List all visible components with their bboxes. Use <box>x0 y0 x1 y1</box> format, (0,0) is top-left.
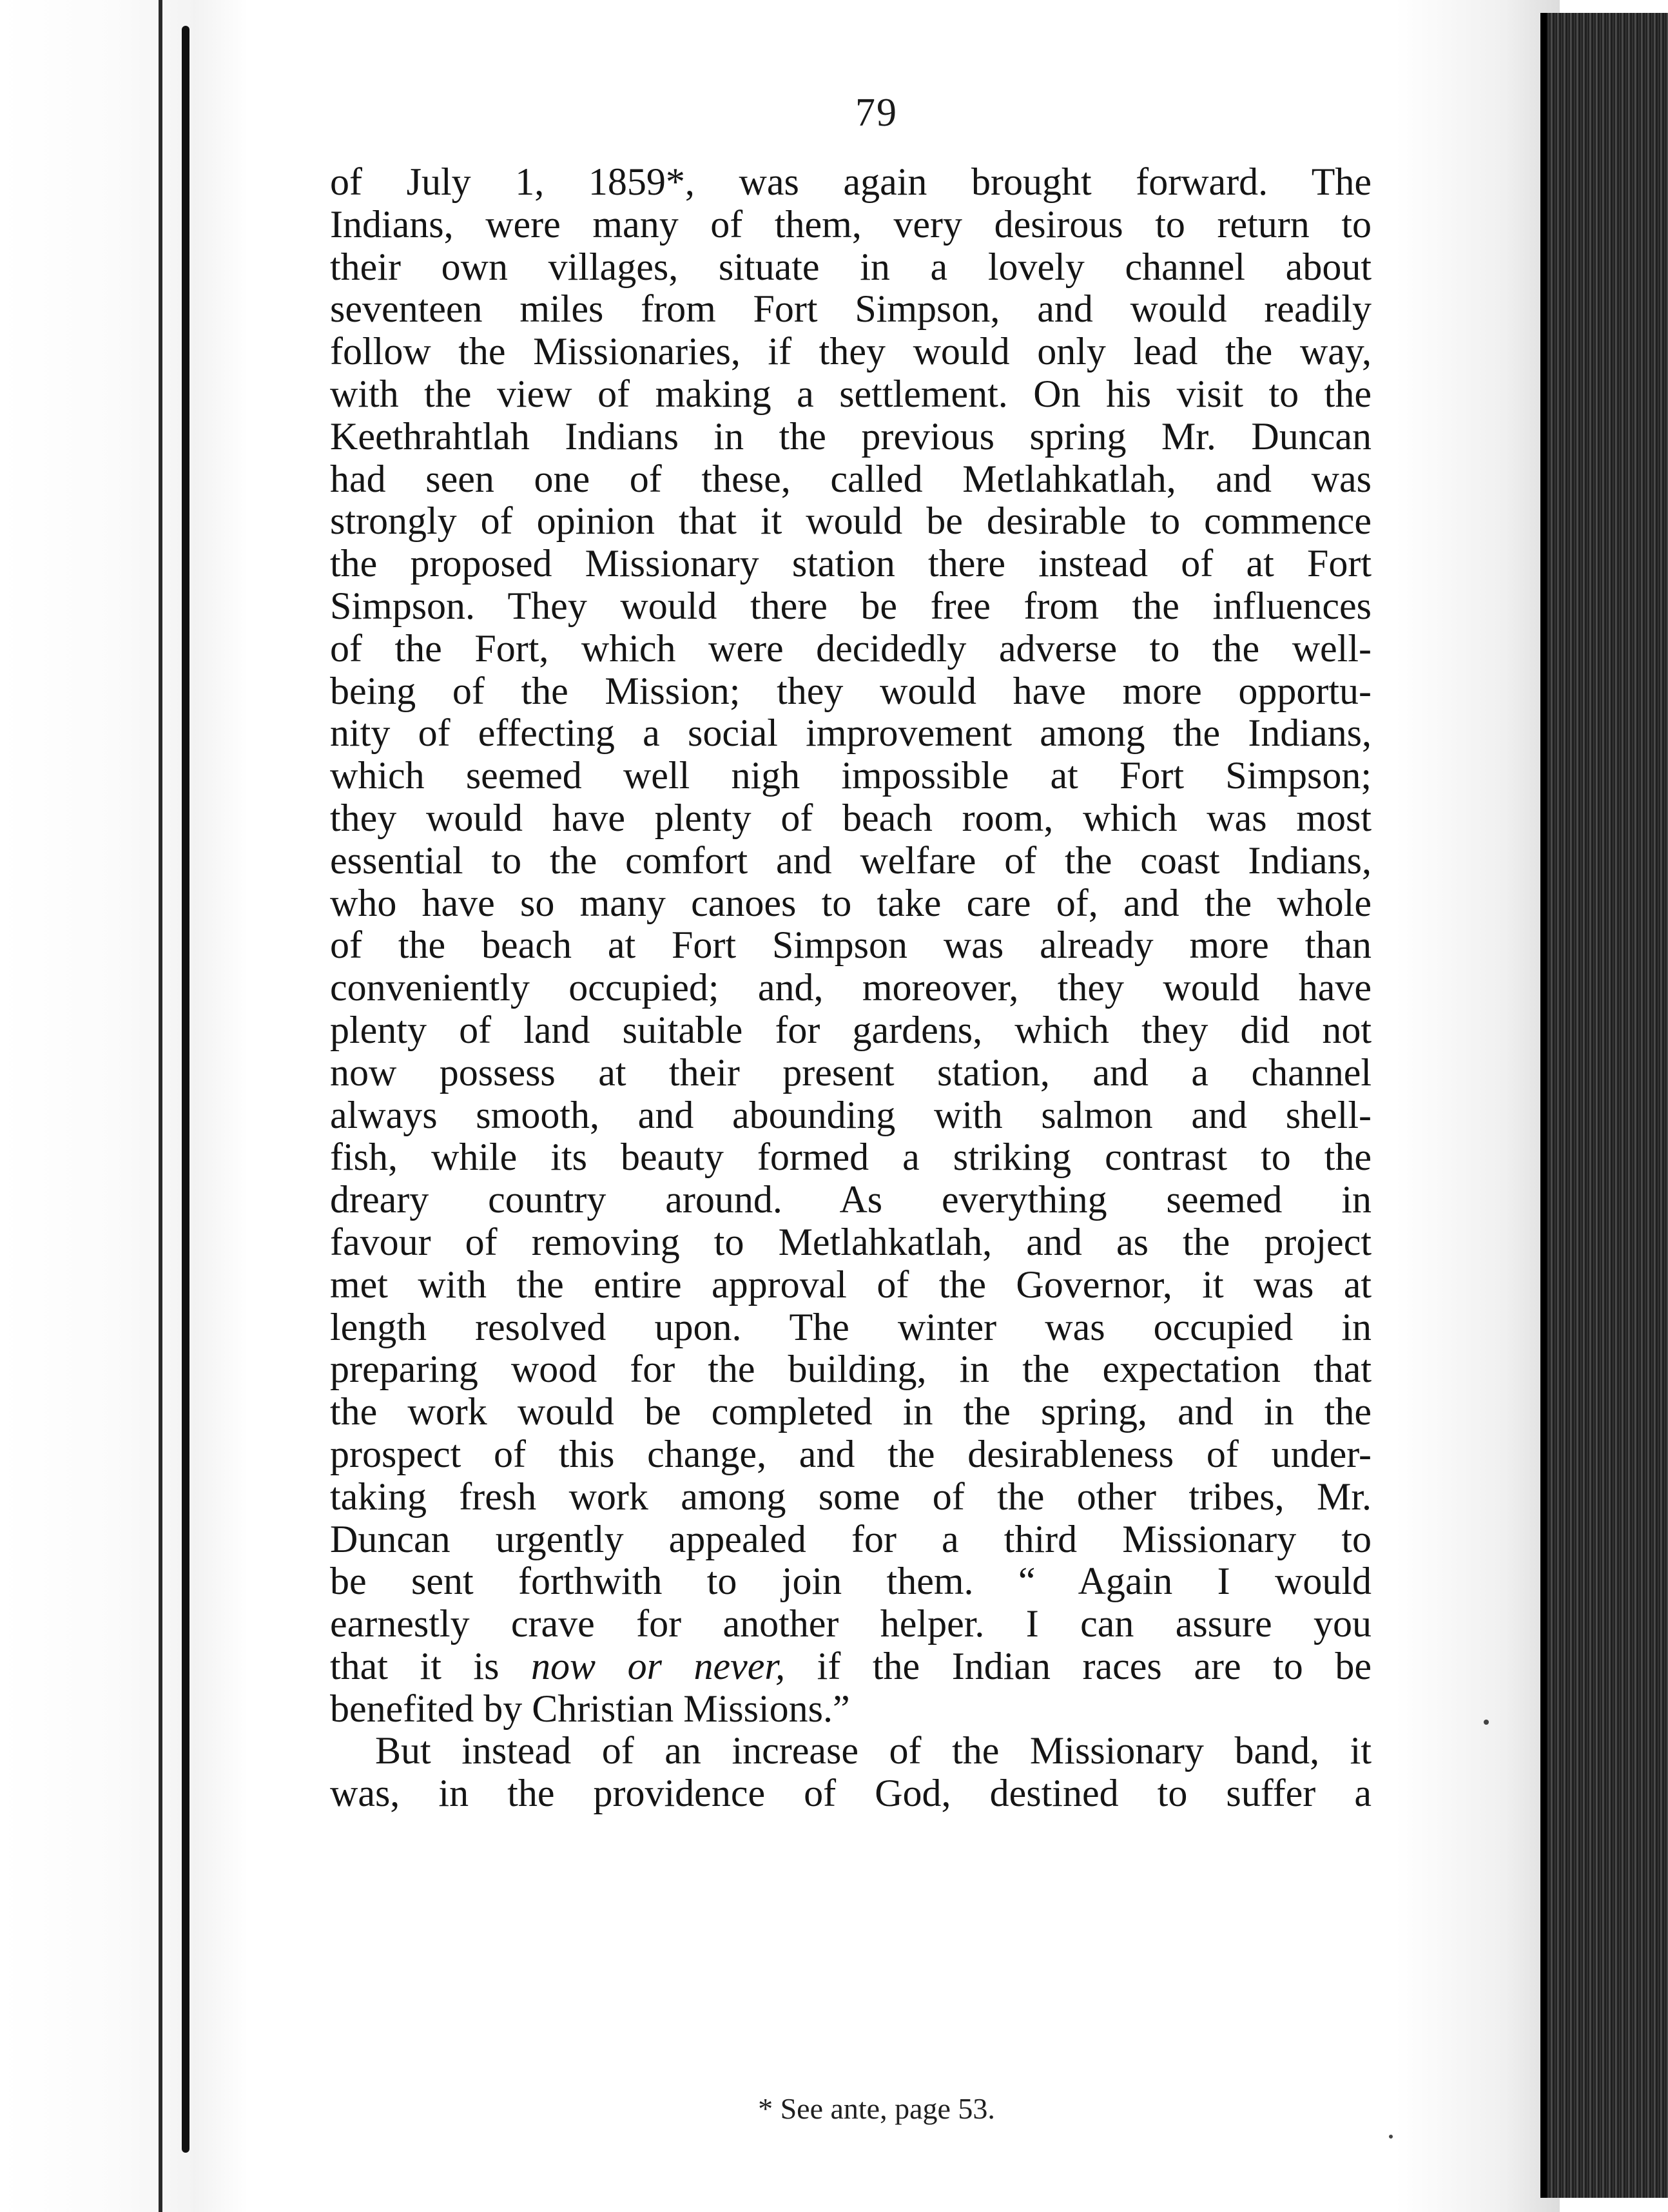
text-line: the work would be completed in the spring, and in the <box>330 1390 1372 1433</box>
page-number: 79 <box>855 91 898 135</box>
text-line: Keethrahtlah Indians in the previous spring Mr. Duncan <box>330 414 1372 458</box>
text-line: being of the Mission; they would have more opportu- <box>330 669 1372 712</box>
text-line: essential to the comfort and welfare of the coast Indians, <box>330 839 1372 882</box>
text-line: conveniently occupied; and, moreover, they would have <box>330 966 1372 1009</box>
text-line: plenty of land suitable for gardens, which they did not <box>330 1008 1372 1051</box>
text-line: follow the Missionaries, if they would only lead the way, <box>330 330 1372 373</box>
text-line: seventeen miles from Fort Simpson, and would readily <box>330 287 1372 331</box>
text-line: who have so many canoes to take care of, and the whole <box>330 881 1372 924</box>
text-line: which seemed well nigh impossible at Fort Simpson; <box>330 754 1372 797</box>
paragraph-2 <box>330 1730 1372 1815</box>
text-line: their own villages, situate in a lovely channel about <box>330 245 1372 288</box>
text-line: met with the entire approval of the Governor, it was at <box>330 1263 1372 1306</box>
text-line-italic <box>330 1645 1372 1688</box>
body-text <box>330 161 1372 1815</box>
text-line: of the Fort, which were decidedly adverse to the well- <box>330 626 1372 670</box>
paragraph-1 <box>330 161 1372 1645</box>
paragraph-1-last-line: benefited by Christian Missions.” <box>330 1687 850 1730</box>
text-line: But instead of an increase of the Missionary band, it <box>375 1729 1372 1772</box>
text-line: Simpson. They would there be free from the influences <box>330 584 1372 627</box>
paper-speck <box>1389 2135 1393 2139</box>
text-line: of July 1, 1859*, was again brought forward. The <box>330 160 1372 203</box>
gutter-shadow <box>159 0 162 2212</box>
text-line: dreary country around. As everything seemed in <box>330 1178 1372 1221</box>
text-line: the proposed Missionary station there instead of at Fort <box>330 542 1372 585</box>
text-line: always smooth, and abounding with salmon and shell- <box>330 1093 1372 1136</box>
text-run: that it is <box>330 1644 532 1687</box>
text-line: length resolved upon. The winter was occupied in <box>330 1305 1372 1348</box>
text-line: strongly of opinion that it would be desirable to commence <box>330 500 1372 543</box>
gutter-line <box>182 26 189 2153</box>
italic-phrase: now or never, <box>531 1644 786 1687</box>
left-page-edge <box>0 0 193 2212</box>
text-line: had seen one of these, called Metlahkatlah, and was <box>330 457 1372 500</box>
book-fore-edge <box>1547 13 1668 2198</box>
text-line: now possess at their present station, and a channel <box>330 1051 1372 1094</box>
footnote: * See ante, page 53. <box>758 2092 995 2125</box>
text-line: was, in the providence of God, destined to suffer a <box>330 1772 1372 1815</box>
text-line: with the view of making a settlement. On his visit to the <box>330 372 1372 415</box>
paper-speck <box>1484 1720 1489 1725</box>
text-line: favour of removing to Metlahkatlah, and as the project <box>330 1220 1372 1263</box>
text-line: of the beach at Fort Simpson was already more than <box>330 924 1372 967</box>
text-line: be sent forthwith to join them. “ Again I would <box>330 1560 1372 1603</box>
text-line: taking fresh work among some of the other tribes, Mr. <box>330 1475 1372 1518</box>
text-line: prospect of this change, and the desirableness of under- <box>330 1432 1372 1475</box>
text-line: they would have plenty of beach room, which was most <box>330 796 1372 839</box>
text-line: Indians, were many of them, very desirous to return to <box>330 202 1372 246</box>
text-line: fish, while its beauty formed a striking contrast to the <box>330 1136 1372 1179</box>
text-line: earnestly crave for another helper. I can assure you <box>330 1602 1372 1645</box>
text-run: if the Indian races are to be <box>785 1644 1372 1687</box>
text-line: preparing wood for the building, in the expectation that <box>330 1348 1372 1391</box>
text-line: nity of effecting a social improvement among the Indians, <box>330 712 1372 755</box>
text-line: Duncan urgently appealed for a third Missionary to <box>330 1517 1372 1560</box>
